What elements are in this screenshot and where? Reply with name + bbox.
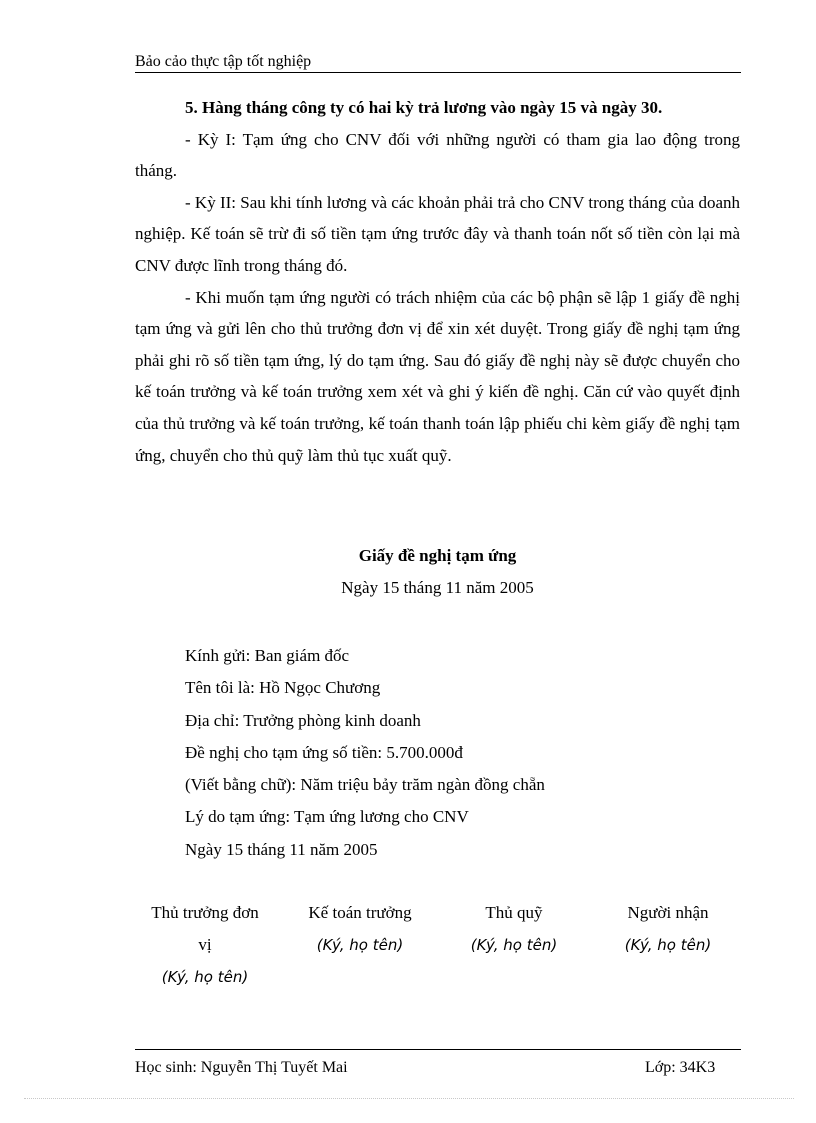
form-fields (185, 640, 545, 866)
paragraph-period-1: - Kỳ I: Tạm ứng cho CNV đối với những người có tham gia lao động trong tháng. (135, 129, 740, 181)
signature-role: Thủ quỹ (485, 903, 543, 922)
footer-class: Lớp: 34K3 (645, 1059, 716, 1076)
signature-role-cont: vị (198, 935, 212, 954)
field-recipient: Kính gửi: Ban giám đốc (185, 646, 350, 665)
signature-note: (Ký, họ tên) (316, 936, 404, 954)
signature-chief-accountant (290, 897, 430, 961)
signature-role: Thủ trưởng đơn (151, 903, 259, 922)
signature-role: Kế toán trưởng (308, 903, 412, 922)
field-reason: Lý do tạm ứng: Tạm ứng lương cho CNV (185, 807, 469, 827)
field-name: Tên tôi là: Hồ Ngọc Chương (185, 678, 381, 698)
signature-cashier (444, 897, 584, 961)
paragraph-advance-procedure: - Khi muốn tạm ứng người có trách nhiệm của các bộ phận sẽ lập 1 giấy đề nghị tạm ứng và gửi lên cho thủ trưởng đơn vị để xin xét duyệt. Trong giấy đề nghị tạm ứng phải ghi rõ số tiền tạm ứng, lý do tạm ứng. Sau đó giấy đề nghị này sẽ được chuyển cho kế toán trưởng và kế toán trưởng xem xét và ghi ý kiến đề nghị. Căn cứ vào quyết định của thủ trưởng và kế toán trưởng, kế toán thanh toán lập phiếu chi kèm giấy đề nghị tạm ứng, chuyển cho thủ quỹ làm thủ tục xuất quỹ. (135, 287, 740, 465)
section-heading: 5. Hàng tháng công ty có hai kỳ trả lương vào ngày 15 và ngày 30. (185, 98, 663, 117)
field-amount-words: (Viết bằng chữ): Năm triệu bảy trăm ngàn đồng chẵn (185, 775, 545, 795)
signature-role: Người nhận (627, 903, 709, 922)
form-title: Giấy đề nghị tạm ứng (358, 546, 517, 565)
signature-recipient (598, 897, 738, 961)
footer-divider (135, 1049, 741, 1050)
field-date: Ngày 15 tháng 11 năm 2005 (185, 839, 378, 859)
page-header: Bảo cảo thực tập tốt nghiệp (135, 52, 741, 73)
footer-student: Học sinh: Nguyễn Thị Tuyết Mai (135, 1059, 348, 1076)
signature-note: (Ký, họ tên) (470, 936, 558, 954)
signature-note: (Ký, họ tên) (624, 936, 712, 954)
field-amount: Đề nghị cho tạm ứng số tiền: 5.700.000đ (185, 742, 463, 762)
paragraph-period-2: - Kỳ II: Sau khi tính lương và các khoản phải trả cho CNV trong tháng của doanh nghiệp. Kế toán sẽ trừ đi số tiền tạm ứng trước đây và thanh toán nốt số tiền còn lại mà CNV được lĩnh trong tháng đó. (135, 192, 740, 275)
signature-note: (Ký, họ tên) (161, 968, 249, 986)
body-section (135, 92, 740, 471)
signature-unit-head (135, 897, 275, 993)
form-date: Ngày 15 tháng 11 năm 2005 (341, 578, 534, 597)
field-position: Địa chỉ: Trưởng phòng kinh doanh (185, 710, 421, 730)
